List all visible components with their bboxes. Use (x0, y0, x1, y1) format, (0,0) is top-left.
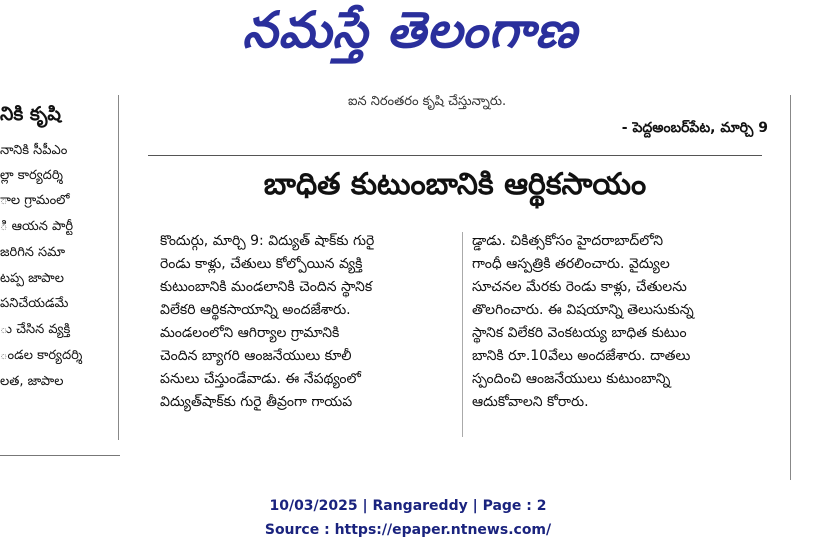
left-article-line: జరిగిన సమా (0, 245, 66, 260)
article-column-2 (472, 230, 762, 414)
article-line: స్పందించి ఆంజనేయులు కుటుంబాన్ని (472, 371, 671, 387)
footer-source: Source : https://epaper.ntnews.com/ (264, 522, 552, 538)
article-line: రెండు కాళ్లు, చేతులు కోల్పోయిన వ్యక్తి (160, 256, 363, 272)
article-column-1 (160, 230, 454, 414)
article-line: గాంధీ ఆస్పత్రికి తరలించారు. వైద్యుల (472, 256, 670, 272)
left-article-line: ాల గ్రామంలో (0, 193, 70, 208)
article-line: స్థానిక విలేకరి వెంకటయ్య బాధిత కుటుం (472, 325, 687, 341)
article-line: బానికి రూ.10వేలు అందజేశారు. దాతలు (472, 348, 691, 364)
article-line: మండలంలోని ఆగిర్యాల గ్రామానికి (160, 325, 340, 341)
column-divider (118, 95, 119, 440)
newspaper-masthead: నమస్తే తెలంగాణ (242, 0, 578, 59)
left-article-fragment (0, 95, 118, 440)
left-article-line: ు చేసిన వ్యక్తి (0, 322, 71, 337)
left-article-line: ండల కార్యదర్శి (0, 348, 83, 363)
left-article-line: లత, జాపాల (0, 374, 64, 389)
left-article-line: ల్లా కార్యదర్శి (0, 168, 64, 183)
article-line: పనులు చేస్తుండేవాడు. ఈ నేపథ్యంలో (160, 371, 361, 387)
column-divider (790, 95, 791, 480)
previous-article-cut-line: ఐన నిరంతరం కృషి చేస్తున్నారు. (348, 94, 507, 109)
article-line: చెందిన బ్యాగరి ఆంజనేయులు కూలీ (160, 348, 352, 364)
article-headline: బాధిత కుటుంబానికి ఆర్థికసాయం (263, 167, 647, 202)
left-article-headline: నికి కృషి (0, 103, 61, 125)
article-top-rule (148, 155, 762, 156)
article-line: తొలగించారు. ఈ విషయాన్ని తెలుసుకున్న (472, 302, 694, 318)
left-article-line: ి ఆయన పార్టీ (0, 219, 74, 234)
section-divider (0, 455, 120, 456)
previous-article-dateline: - పెద్దఅంబర్‌పేట, మార్చి 9 (621, 120, 768, 136)
left-article-line: నానికి సీపీఎం (0, 143, 68, 158)
left-article-line: టప్ప జాపాల (0, 271, 64, 286)
article-line: ఆదుకోవాలని కోరారు. (472, 394, 589, 410)
article-line: విద్యుత్‌షాక్‌కు గురై తీవ్రంగా గాయప (160, 394, 353, 410)
article-column-divider (462, 232, 463, 437)
article-line: కొందుర్గు, మార్చి 9: విద్యుత్‌ షాక్‌కు గురై (160, 233, 375, 249)
article-line: కుటుంబానికి మండలానికి చెందిన స్థానిక (160, 279, 373, 295)
article-line: విలేకరి ఆర్థికసాయాన్ని అందజేశారు. (160, 302, 351, 318)
left-article-line: పనిచేయడమే (0, 296, 69, 311)
article-line: సూచనల మేరకు రెండు కాళ్లు, చేతులను (472, 279, 687, 295)
article-line: డ్డాడు. చికిత్సకోసం హైదరాబాద్‌లోని (472, 233, 664, 249)
footer-edition-info: 10/03/2025 | Rangareddy | Page : 2 (269, 498, 547, 514)
